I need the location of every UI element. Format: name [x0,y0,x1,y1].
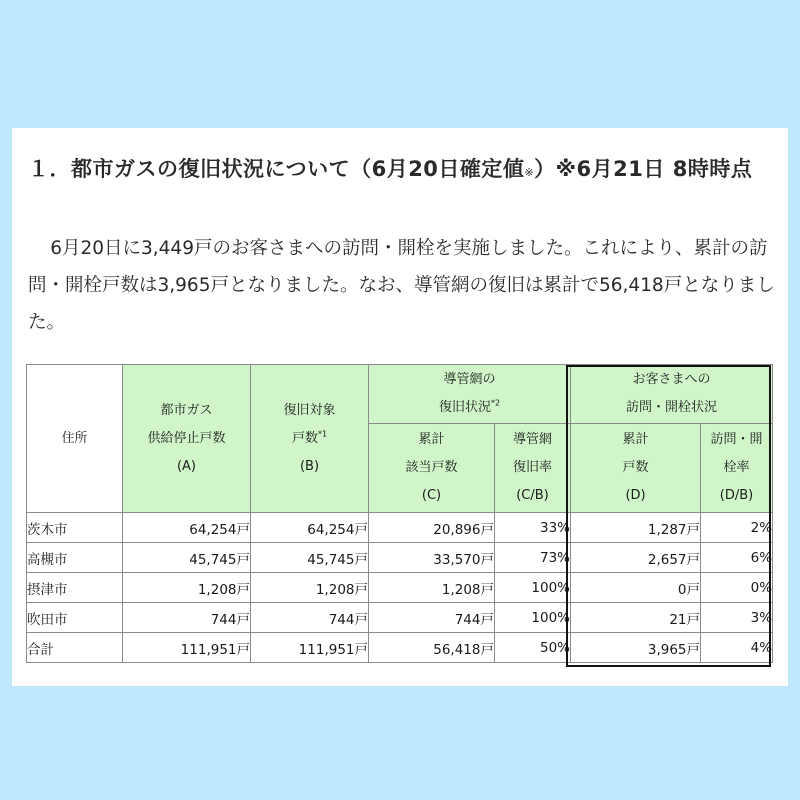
cell-supply-stop: 111,951戸 [123,633,251,663]
table-row-total [27,633,773,663]
cell-recovery-target: 45,745戸 [251,543,369,573]
cell-recovery-target: 64,254戸 [251,513,369,543]
cell-pipeline-rate: 100% [495,603,571,633]
cell-visit-rate: 2% [701,513,773,543]
cell-pipeline-total: 33,570戸 [369,543,495,573]
cell-pipeline-rate: 100% [495,573,571,603]
cell-supply-stop: 1,208戸 [123,573,251,603]
cell-visit-total: 0戸 [571,573,701,603]
cell-address: 高槻市 [27,543,123,573]
cell-visit-total: 1,287戸 [571,513,701,543]
cell-pipeline-rate: 33% [495,513,571,543]
body-paragraph: 6月20日に3,449戸のお客さまへの訪問・開栓を実施しました。これにより、累計の訪問・開栓戸数は3,965戸となりました。なお、導管網の復旧は累計で56,418戸となりました。 [28,238,775,333]
cell-visit-rate: 0% [701,573,773,603]
cell-visit-total: 21戸 [571,603,701,633]
header-pipeline-group: 導管網の 復旧状況$^{*2}$ [369,365,571,424]
table-row [27,513,773,543]
cell-supply-stop: 64,254戸 [123,513,251,543]
header-visit-group: お客さまへの 訪問・開栓状況 [571,365,773,424]
cell-recovery-target: 744戸 [251,603,369,633]
document-card [12,128,788,686]
cell-pipeline-total: 20,896戸 [369,513,495,543]
table-row [27,573,773,603]
heading-main: １．都市ガスの復旧状況について（6月20日確定値 [28,157,525,181]
header-supply-stop: 都市ガス 供給停止戸数 (A) [123,365,251,513]
cell-pipeline-total: 1,208戸 [369,573,495,603]
header-recovery-target: 復旧対象 戸数$^{*1}$ (B) [251,365,369,513]
header-address: 住所 [27,365,123,513]
cell-recovery-target: 111,951戸 [251,633,369,663]
header-visit-total: 累計 戸数 (D) [571,424,701,513]
cell-visit-rate: 3% [701,603,773,633]
cell-visit-rate: 4% [701,633,773,663]
header-pipeline-rate: 導管網 復旧率 (C/B) [495,424,571,513]
cell-supply-stop: 744戸 [123,603,251,633]
heading-tail: ）※6月21日 8時時点 [534,157,753,181]
section-heading [28,148,776,194]
cell-pipeline-total: 744戸 [369,603,495,633]
table-row [27,603,773,633]
table-row [27,543,773,573]
cell-pipeline-rate: 50% [495,633,571,663]
cell-visit-rate: 6% [701,543,773,573]
cell-pipeline-rate: 73% [495,543,571,573]
cell-address: 摂津市 [27,573,123,603]
cell-address: 茨木市 [27,513,123,543]
cell-visit-total: 3,965戸 [571,633,701,663]
header-pipeline-total: 累計 該当戸数 (C) [369,424,495,513]
cell-address: 吹田市 [27,603,123,633]
heading-note-mark: ※ [524,166,535,179]
header-visit-rate: 訪問・開 栓率 (D/B) [701,424,773,513]
cell-visit-total: 2,657戸 [571,543,701,573]
cell-supply-stop: 45,745戸 [123,543,251,573]
recovery-table [26,364,773,663]
cell-pipeline-total: 56,418戸 [369,633,495,663]
cell-recovery-target: 1,208戸 [251,573,369,603]
cell-address: 合計 [27,633,123,663]
